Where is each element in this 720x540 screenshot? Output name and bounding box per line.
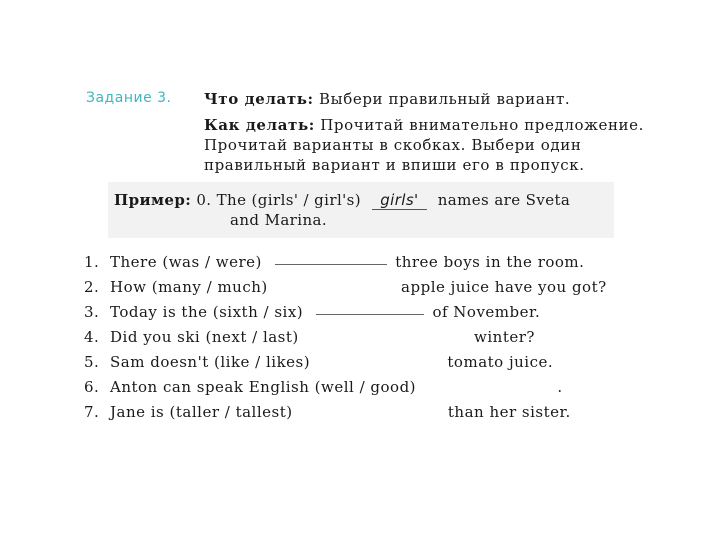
exercise-item-6 bbox=[84, 378, 563, 396]
example-line-2: and Marina. bbox=[230, 211, 328, 229]
exercise-item-2 bbox=[84, 278, 607, 296]
exercise-item-7 bbox=[84, 403, 571, 421]
exercise-prompt: Jane is (taller / tallest) bbox=[110, 403, 293, 421]
exercise-number: 4. bbox=[84, 328, 100, 346]
exercise-continuation: winter? bbox=[474, 328, 535, 346]
exercise-continuation: apple juice have you got? bbox=[401, 278, 607, 296]
exercise-prompt: Sam doesn't (like / likes) bbox=[110, 353, 311, 371]
exercise-prompt: Today is the (sixth / six) bbox=[110, 303, 304, 321]
exercise-number: 6. bbox=[84, 378, 100, 396]
exercise-item-5 bbox=[84, 353, 553, 371]
exercise-item-3 bbox=[84, 303, 540, 321]
instruction-what-line bbox=[204, 90, 570, 108]
exercise-continuation: . bbox=[557, 378, 563, 396]
example-handwritten-answer: girls' bbox=[372, 191, 426, 210]
instruction-how-line bbox=[204, 116, 644, 134]
exercise-prompt: Anton can speak English (well / good) bbox=[110, 378, 417, 396]
exercise-continuation: of November. bbox=[432, 303, 541, 321]
example-sentence-start: 0. The (girls' / girl's) bbox=[196, 191, 362, 209]
exercise-item-1 bbox=[84, 253, 584, 271]
exercise-prompt: There (was / were) bbox=[110, 253, 262, 271]
instruction-how-line-3: правильный вариант и впиши его в пропуск. bbox=[204, 156, 585, 174]
example-line-1 bbox=[114, 191, 570, 210]
task-label: Задание 3. bbox=[86, 90, 172, 106]
answer-blank[interactable] bbox=[316, 313, 424, 315]
exercise-continuation: tomato juice. bbox=[447, 353, 554, 371]
exercise-continuation: than her sister. bbox=[447, 403, 571, 421]
instruction-how-text-1: Прочитай внимательно предложение. bbox=[320, 116, 644, 134]
example-sentence-end: names are Sveta bbox=[437, 191, 571, 209]
exercise-prompt: How (many / much) bbox=[110, 278, 268, 296]
exercise-prompt: Did you ski (next / last) bbox=[110, 328, 299, 346]
instruction-how-line-2: Прочитай варианты в скобках. Выбери один bbox=[204, 136, 582, 154]
instruction-how-label: Как делать: bbox=[204, 116, 315, 134]
example-label: Пример: bbox=[114, 191, 192, 209]
instruction-what-label: Что делать: bbox=[204, 90, 314, 108]
exercise-continuation: three boys in the room. bbox=[395, 253, 585, 271]
exercise-item-4 bbox=[84, 328, 535, 346]
exercise-number: 2. bbox=[84, 278, 100, 296]
instruction-what-text: Выбери правильный вариант. bbox=[319, 90, 571, 108]
exercise-number: 3. bbox=[84, 303, 100, 321]
exercise-number: 7. bbox=[84, 403, 100, 421]
exercise-number: 1. bbox=[84, 253, 100, 271]
answer-blank[interactable] bbox=[275, 263, 387, 265]
exercise-number: 5. bbox=[84, 353, 100, 371]
